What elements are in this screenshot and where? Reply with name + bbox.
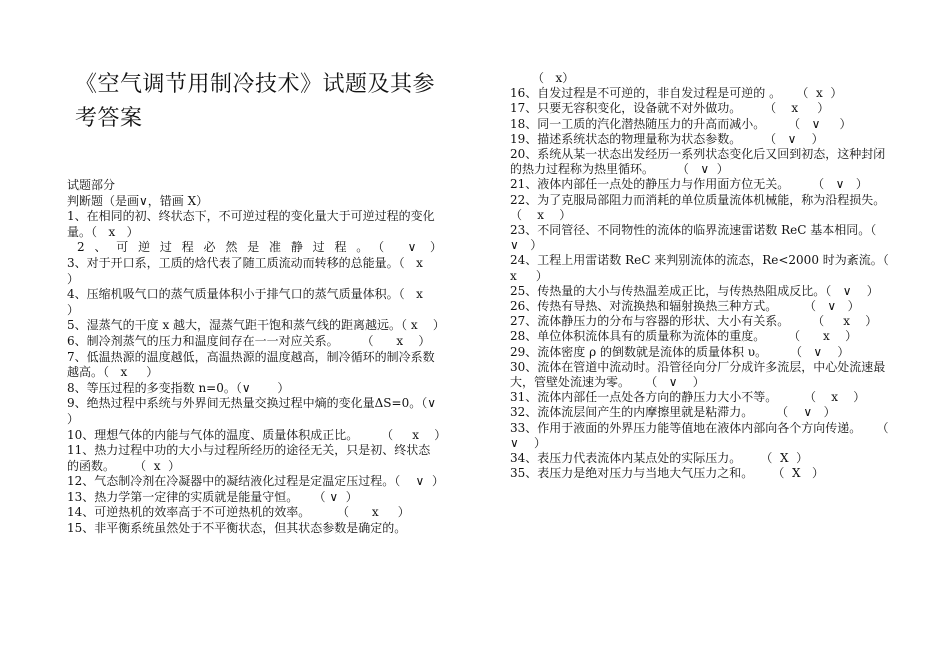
question-item: 5、湿蒸气的干度 x 越大，湿蒸气距干饱和蒸气线的距离越远。（ x ） <box>67 318 445 333</box>
question-item: 16、自发过程是不可逆的，非自发过程是可逆的 。 （ x ） <box>510 86 843 101</box>
question-item: 9、绝热过程中系统与外界间无热量交换过程中熵的变化量ΔS=0。（∨ ） <box>67 396 448 426</box>
question-item: 31、流体内部任一点处各方向的静压力大小不等。 （ x ） <box>510 390 866 405</box>
question-item: 8、等压过程的多变指数 n=0。（∨ ） <box>67 380 290 395</box>
question-item: 28、单位体积流体具有的质量称为流体的重度。 （ x ） <box>510 329 858 344</box>
question-item: 6、制冷剂蒸气的压力和温度间存在一一对应关系。 （ x ） <box>67 333 431 348</box>
question-item: 3、对于开口系，工质的焓代表了随工质流动而转移的总能量。（ x ） <box>67 255 439 286</box>
question-item: 19、描述系统状态的物理量称为状态参数。 （ ∨ ） <box>510 131 824 146</box>
question-item: 17、只要无容积变化，设备就不对外做功。 （ x ） <box>510 101 830 116</box>
question-item: 25、传热量的大小与传热温差成正比，与传热热阻成反比。（ ∨ ） <box>510 283 879 298</box>
question-item: 22、为了克服局部阻力而消耗的单位质量流体机械能，称为沿程损失。 （ x ） <box>510 192 912 222</box>
question-item: 7、低温热源的温度越低，高温热源的温度越高，制冷循环的制冷系数越高。（ x ） <box>67 349 435 380</box>
section-heading: 试题部分 <box>67 178 116 192</box>
question-item: 2、可逆过程必然是准静过程。（ ∨ ） <box>77 240 442 255</box>
question-item: 18、同一工质的汽化潜热随压力的升高而减小。 （ ∨ ） <box>510 116 852 131</box>
question-item: 12、气态制冷剂在冷凝器中的凝结液化过程是定温定压过程。（ ∨ ） <box>67 474 444 489</box>
question-item: 14、可逆热机的效率高于不可逆热机的效率。 （ x ） <box>67 505 410 520</box>
question-item: 33、作用于液面的外界压力能等值地在液体内部向各个方向传递。 （ ∨ ） <box>510 420 900 450</box>
left-column <box>67 178 448 537</box>
question-item: 30、流体在管道中流动时。沿管径向分厂分成许多流层，中心处流速最大，管壁处流速为零。 （ ∨ ） <box>510 359 886 390</box>
instruction-text: 判断题（是画∨，错画 X） <box>67 193 209 208</box>
document-title: 《空气调节用制冷技术》试题及其参考答案 <box>75 72 436 131</box>
question-item: 23、不同管径、不同物性的流体的临界流速雷诺数 ReC 基本相同。（ ∨ ） <box>510 223 888 253</box>
question-item: 21、液体内部任一点处的静压力与作用面方位无关。 （ ∨ ） <box>510 177 868 192</box>
question-item: 11、热力过程中功的大小与过程所经历的途径无关，只是初、终状态的函数。 （ x ） <box>67 443 431 473</box>
question-item: 34、表压力代表流体内某点处的实际压力。 （ X ） <box>510 451 809 466</box>
question-item: 35、表压力是绝对压力与当地大气压力之和。 （ X ） <box>510 466 824 481</box>
question-item: 10、理想气体的内能与气体的温度、质量体积成正比。 （ x ） <box>67 427 447 442</box>
question-item: 1、在相同的初、终状态下，不可逆过程的变化量大于可逆过程的变化量。（ x ） <box>67 209 435 239</box>
question-item: 24、工程上用雷诺数 ReC 来判别流体的流态，Re<2000 时为紊流。（ x ） <box>510 253 901 283</box>
question-item: 29、流体密度 ρ 的倒数就是流体的质量体积 υ。 （ ∨ ） <box>510 344 850 359</box>
right-column <box>510 71 912 481</box>
question-item: 27、流体静压力的分布与容器的形状、大小有关系。 （ x ） <box>510 314 878 329</box>
question-item: 13、热力学第一定律的实质就是能量守恒。 （ ∨ ） <box>67 489 358 504</box>
question-item: （ x） <box>532 71 575 85</box>
question-item: 15、非平衡系统虽然处于不平衡状态，但其状态参数是确定的。 <box>67 521 407 536</box>
question-item: 26、传热有导热、对流换热和辐射换热三种方式。 （ ∨ ） <box>510 299 860 314</box>
question-item: 20、系统从某一状态出发经历一系列状态变化后又回到初态，这种封闭的热力过程称为热里循环。 （ ∨ ） <box>510 147 886 177</box>
question-item: 32、流体流层间产生的内摩擦里就是粘滞力。 （ ∨ ） <box>510 405 836 420</box>
question-item: 4、压缩机吸气口的蒸气质量体积小于排气口的蒸气质量体积。（ x ） <box>67 287 439 317</box>
